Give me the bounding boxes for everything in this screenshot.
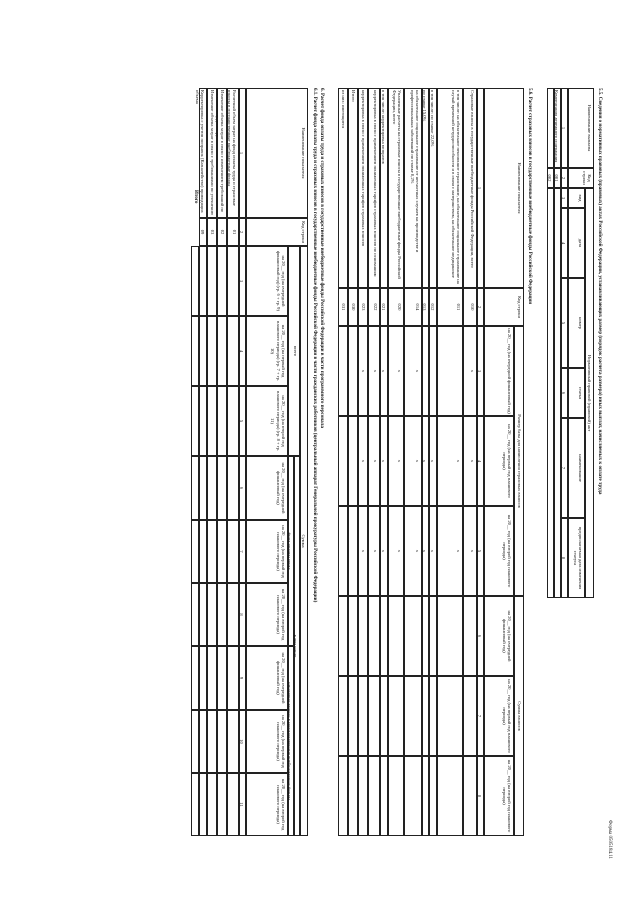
s56-row-label: в том числе: на обязательное пенсионное страхование, на обязательное социальное страхование на случай временной нетрудоспособности и в связи с материнством, на обязательное медицинское — [437, 88, 463, 288]
s56-value-cell[interactable] — [388, 676, 404, 756]
s55-num-2: 2 — [561, 168, 568, 188]
s6-value-cell[interactable] — [227, 773, 239, 836]
s6-col-num-7: 7 — [239, 520, 246, 583]
s6-value-cell[interactable] — [217, 646, 227, 710]
s56-value-cell[interactable] — [348, 416, 358, 506]
s56-header-sums: Сумма взносов — [514, 596, 524, 836]
s56-value-cell[interactable] — [348, 506, 358, 596]
s56-value-cell[interactable] — [463, 756, 477, 836]
s6-header-code: Код строки — [246, 218, 308, 246]
s56-value-cell[interactable] — [388, 596, 404, 676]
s6-col-num-5: 5 — [239, 386, 246, 456]
s56-value-cell[interactable]: x — [380, 506, 388, 596]
s6-total-cell[interactable] — [191, 583, 199, 646]
s6-total-cell[interactable] — [191, 773, 199, 836]
s56-row-label: корректировка в связи с применением пониженных тарифов страховых взносов по основаниям — [368, 88, 380, 288]
s56-value-cell[interactable] — [422, 756, 429, 836]
s6-value-cell[interactable] — [227, 456, 239, 520]
s56-value-cell[interactable] — [380, 676, 388, 756]
s56-value-cell[interactable]: x — [368, 506, 380, 596]
s6-value-cell[interactable] — [207, 710, 217, 773]
s6-col-num-9: 9 — [239, 646, 246, 710]
s6-value-cell[interactable] — [217, 583, 227, 646]
s6-value-cell[interactable] — [217, 710, 227, 773]
s55-num-3: 3 — [561, 188, 568, 208]
s56-row-label: в том числе: по ставке 22,0% — [429, 88, 437, 288]
s56-value-cell[interactable] — [429, 756, 437, 836]
s56-header-sum-y3: на 20__ год (на второй год планового периода) — [484, 756, 514, 836]
s56-value-cell[interactable]: x — [429, 506, 437, 596]
s6-row-code: 02 — [217, 218, 227, 246]
s6-value-cell[interactable] — [207, 316, 217, 386]
section-5-6-title: 5.6. Расчет страховых взносов в государственные внебюджетные фонды Российской Федерации — [527, 88, 532, 305]
s56-value-cell[interactable] — [358, 676, 368, 756]
s6-value-cell[interactable] — [227, 520, 239, 583]
s56-value-cell[interactable] — [429, 326, 437, 416]
s55-num-8: 8 — [561, 518, 568, 598]
s6-total-cell[interactable] — [191, 520, 199, 583]
s6-col-num-8: 8 — [239, 583, 246, 646]
s56-value-cell[interactable]: x — [358, 416, 368, 506]
s6-value-cell[interactable] — [217, 520, 227, 583]
s6-value-cell[interactable] — [217, 246, 227, 316]
s6-value-cell[interactable] — [207, 646, 217, 710]
s56-value-cell[interactable] — [463, 676, 477, 756]
s56-value-cell[interactable] — [348, 676, 358, 756]
s56-value-cell[interactable] — [437, 326, 463, 416]
s6-row-code: 09 — [199, 218, 207, 246]
s56-header-sum-y2: на 20__ год (на первый год планового периода) — [484, 676, 514, 756]
s56-col-num-6: 6 — [477, 596, 484, 676]
s55-header-code: Код строки — [568, 168, 594, 188]
s56-value-cell[interactable] — [388, 756, 404, 836]
s55-row-cells-2[interactable] — [547, 188, 554, 598]
s56-value-cell[interactable] — [338, 416, 348, 506]
s55-header-number: номер — [568, 278, 585, 368]
s56-col-num-3: 3 — [477, 326, 484, 416]
s56-row-label: по ставке 15,0% — [422, 88, 429, 288]
s56-value-cell[interactable] — [380, 756, 388, 836]
s6-row-label: Расчетный объем затрат на фонд оплаты труда и страховые взносы в государственные внебюджетные фонды — [227, 88, 239, 218]
s56-value-cell[interactable] — [429, 676, 437, 756]
s6-value-cell[interactable] — [199, 316, 207, 386]
s56-value-cell[interactable] — [404, 596, 422, 676]
s6-header-c-y2: на 20__ год (на первый год планового периода) — [246, 710, 288, 773]
s56-row-code: 030 — [348, 288, 358, 326]
s6-header-f-y2: на 20__ год (на первый год планового периода) — [246, 520, 288, 583]
s56-value-cell[interactable] — [338, 596, 348, 676]
s6-row-code: 03 — [207, 218, 217, 246]
form-code: Форма 0505184.11 — [607, 820, 612, 860]
s56-value-cell[interactable]: x — [429, 416, 437, 506]
s56-value-cell[interactable]: x — [463, 416, 477, 506]
s6-value-cell[interactable] — [199, 710, 207, 773]
s56-value-cell[interactable] — [429, 596, 437, 676]
s6-header-f-y1: на 20__ год (на очередной финансовый год) — [246, 456, 288, 520]
s55-num-5: 5 — [561, 278, 568, 368]
s56-row-label: на обязательное социальное страхование от несчастных случаев на производстве и профессиональных заболеваний по ставке 0,2% — [404, 88, 422, 288]
s56-value-cell[interactable]: x — [404, 326, 422, 416]
s6-value-cell[interactable] — [199, 456, 207, 520]
s6-row-code: 01 — [227, 218, 239, 246]
s6-value-cell[interactable] — [199, 246, 207, 316]
s56-header-name: Наименование показателя — [484, 88, 524, 288]
s56-row-label: корректировка в связи с применением пониженных тарифов страховых взносов — [358, 88, 368, 288]
s56-row-code: 011 — [437, 288, 463, 326]
s6-value-cell[interactable] — [199, 583, 207, 646]
s56-col-num-7: 7 — [477, 676, 484, 756]
s56-value-cell[interactable]: x — [388, 506, 404, 596]
s56-col-num-4: 4 — [477, 416, 484, 506]
section-6-1-title: 6.1. Расчет фонда оплаты труда и страховых взносов в государственные внебюджетные фонды Российской Федерации в части гражданских работников (центральный аппарат Генеральной прокуратуры Российской Федерации) — [312, 88, 317, 603]
s56-header-base-y3: на 20__ год (на второй год планового периода) — [484, 506, 514, 596]
s6-row-label: Изменение объема затрат в связи с изменением требований по заключенному договору — [217, 88, 227, 218]
s55-header-date-change: предполагаемая дата изменения статуса — [568, 518, 585, 598]
s6-value-cell[interactable] — [217, 386, 227, 456]
s56-header-sum-y1: на 20__ год (на очередной финансовый год) — [484, 596, 514, 676]
s56-row-label: в том числе: корректировка возвратов — [380, 88, 388, 288]
s6-value-cell[interactable] — [199, 520, 207, 583]
s56-value-cell[interactable] — [368, 596, 380, 676]
s6-col-num-10: 10 — [239, 710, 246, 773]
s56-value-cell[interactable] — [358, 756, 368, 836]
s6-value-cell[interactable] — [207, 386, 217, 456]
s6-row-label: Изменение объема затрат в связи с требованиями по уточнению — [207, 88, 217, 218]
s6-value-cell[interactable] — [207, 583, 217, 646]
s6-header-c-y3: на 20__ год (на второй год планового периода) — [246, 773, 288, 836]
s56-row-label: Страховые взносы в государственные внебюджетные фонды Российской Федерации, всего — [463, 88, 477, 288]
s56-value-cell[interactable] — [422, 596, 429, 676]
s55-num-1: 1 — [561, 88, 568, 168]
s6-header-sum: Сумма — [300, 246, 308, 836]
s55-header-date: дата — [568, 208, 585, 278]
s6-header-total: всего — [288, 246, 300, 456]
s56-value-cell[interactable]: x — [358, 506, 368, 596]
s56-value-cell[interactable] — [422, 676, 429, 756]
s6-value-cell[interactable] — [227, 646, 239, 710]
s6-col-num-3: 3 — [239, 246, 246, 316]
s55-header-act-name: наименование — [568, 418, 585, 518]
s56-col-num-5: 5 — [477, 506, 484, 596]
s6-header-t-y3: на 20__ год (на второй год планового периода) (гр. 8 + гр. 11) — [246, 386, 288, 456]
s56-header-base-y2: на 20__ год (на первый год планового периода) — [484, 416, 514, 506]
s56-value-cell[interactable]: x — [380, 326, 388, 416]
s56-value-cell[interactable] — [348, 596, 358, 676]
s56-value-cell[interactable] — [437, 596, 463, 676]
s6-col-num-4: 4 — [239, 316, 246, 386]
s56-value-cell[interactable]: x — [358, 326, 368, 416]
s56-header-base-y1: на 20__ год (на очередной финансовый год) — [484, 326, 514, 416]
s56-row-label: из них: имеющиеся — [338, 88, 348, 288]
s6-value-cell[interactable] — [207, 773, 217, 836]
s56-value-cell[interactable]: x — [463, 326, 477, 416]
s6-value-cell[interactable] — [199, 773, 207, 836]
s6-total-cell[interactable] — [191, 316, 199, 386]
s6-value-cell[interactable] — [207, 246, 217, 316]
s6-total-cell[interactable] — [191, 646, 199, 710]
s6-value-cell[interactable] — [227, 246, 239, 316]
s6-value-cell[interactable] — [217, 773, 227, 836]
s6-header-c-y1: на 20__ год (на очередной финансовый год) — [246, 646, 288, 710]
s55-row-empty — [547, 88, 554, 168]
s56-col-num-2: 2 — [477, 288, 484, 326]
s56-value-cell[interactable] — [348, 756, 358, 836]
s55-num-6: 6 — [561, 368, 568, 418]
s56-value-cell[interactable]: x — [368, 326, 380, 416]
s56-value-cell[interactable]: x — [380, 416, 388, 506]
s55-num-7: 7 — [561, 418, 568, 518]
s56-value-cell[interactable] — [338, 506, 348, 596]
s55-row-code-1: 001 — [554, 168, 561, 188]
s6-header-t-y1: на 20__ год (на очередной финансовый год) (гр. 6 + гр. 9) — [246, 246, 288, 316]
s56-value-cell[interactable]: x — [388, 326, 404, 416]
s6-value-cell[interactable] — [207, 456, 217, 520]
s56-value-cell[interactable]: x — [463, 506, 477, 596]
s6-header-incl: в том числе — [294, 456, 300, 836]
s56-value-cell[interactable] — [437, 756, 463, 836]
s56-row-code: 010 — [463, 288, 477, 326]
s6-value-cell[interactable] — [217, 316, 227, 386]
s56-row-code: 020 — [388, 288, 404, 326]
section-5-5-title: 5.5. Сведения о нормативных правовых (правовых) актах Российской Федерации, устанавливающих размер (порядок расчета размера) иных выплат, начисляемых к оплате труда — [597, 88, 602, 495]
s56-value-cell[interactable] — [338, 756, 348, 836]
s56-col-num-1: 1 — [477, 88, 484, 288]
s6-header-fot: фонд оплаты труда — [288, 456, 294, 646]
s55-header-npa: Нормативный правовой (правовой) акт — [585, 188, 594, 598]
s6-value-cell[interactable] — [199, 646, 207, 710]
s6-col-num-1: 1 — [239, 88, 246, 218]
s56-value-cell[interactable]: x — [437, 506, 463, 596]
s56-row-code: 013 — [422, 288, 429, 326]
s56-value-cell[interactable] — [338, 326, 348, 416]
s56-row-code: 031 — [338, 288, 348, 326]
s6-value-cell[interactable] — [207, 520, 217, 583]
s55-num-4: 4 — [561, 208, 568, 278]
s55-header-article: статья — [568, 368, 585, 418]
s6-total-cell[interactable] — [191, 710, 199, 773]
s56-value-cell[interactable] — [358, 596, 368, 676]
section-6-title: 6. Расчет фонда оплаты труда и страховых взносов в государственные внебюджетные фонды Российской Федерации в части программного персонала — [319, 88, 324, 428]
s6-value-cell[interactable] — [227, 316, 239, 386]
s56-value-cell[interactable] — [338, 676, 348, 756]
s6-header-f-y3: на 20__ год (на второй год планового периода) — [246, 583, 288, 646]
s56-value-cell[interactable]: x — [422, 506, 429, 596]
s56-value-cell[interactable]: x — [388, 416, 404, 506]
s56-value-cell[interactable] — [404, 756, 422, 836]
s6-col-num-11: 11 — [239, 773, 246, 836]
s6-value-cell[interactable] — [199, 386, 207, 456]
s56-value-cell[interactable] — [380, 596, 388, 676]
s56-header-code: Код строки — [484, 288, 524, 326]
s55-row-label: Компенсация денежного содержания — [554, 88, 561, 168]
s56-value-cell[interactable]: x — [368, 416, 380, 506]
s56-row-code: 014 — [404, 288, 422, 326]
s6-col-num-6: 6 — [239, 456, 246, 520]
s6-header-contrib: страховые взносы в государственные внебюджетные фонды — [288, 646, 294, 836]
s6-value-cell[interactable] — [217, 456, 227, 520]
s6-value-cell[interactable] — [227, 710, 239, 773]
s6-total-cell[interactable] — [191, 456, 199, 520]
s6-value-cell[interactable] — [227, 583, 239, 646]
s55-row-cells-1[interactable] — [554, 188, 561, 598]
s56-row-code: 023 — [358, 288, 368, 326]
s56-row-label: Итого — [348, 88, 358, 288]
s6-total-label: Итого — [193, 190, 198, 204]
s55-row-code-2: 002 — [547, 168, 554, 188]
s56-row-label: Уплаченные расчеты на страховые взносы в государственные внебюджетные фонды Российской Федерации, всего — [388, 88, 404, 288]
s56-value-cell[interactable] — [368, 756, 380, 836]
s56-value-cell[interactable] — [404, 676, 422, 756]
s56-row-code: 022 — [368, 288, 380, 326]
s56-value-cell[interactable] — [348, 326, 358, 416]
s6-header-t-y2: на 20__ год (на первый год планового периода) (гр. 7 + гр. 10) — [246, 316, 288, 386]
s56-value-cell[interactable]: x — [437, 416, 463, 506]
s56-row-code: 012 — [429, 288, 437, 326]
s56-value-cell[interactable] — [368, 676, 380, 756]
s56-value-cell[interactable]: x — [404, 416, 422, 506]
s55-header-kind: вид — [568, 188, 585, 208]
s56-value-cell[interactable] — [437, 676, 463, 756]
s56-value-cell[interactable] — [422, 326, 429, 416]
s56-col-num-8: 8 — [477, 756, 484, 836]
s6-row-label: Корректировка с учетом поправок (Казначейство) приводящих объема — [199, 88, 207, 218]
s56-value-cell[interactable] — [463, 596, 477, 676]
s56-value-cell[interactable]: x — [404, 506, 422, 596]
s6-header-name: Наименование показателя — [246, 88, 308, 218]
s56-row-code: 021 — [380, 288, 388, 326]
s56-header-base: Размер базы для начисления страховых взносов — [514, 326, 524, 596]
s55-header-name: Наименование выплаты — [568, 88, 594, 168]
s6-total-cell[interactable] — [191, 246, 199, 316]
s6-value-cell[interactable] — [227, 386, 239, 456]
s6-col-num-2: 2 — [239, 218, 246, 246]
s6-total-cell[interactable] — [191, 386, 199, 456]
s56-value-cell[interactable]: x — [422, 416, 429, 506]
